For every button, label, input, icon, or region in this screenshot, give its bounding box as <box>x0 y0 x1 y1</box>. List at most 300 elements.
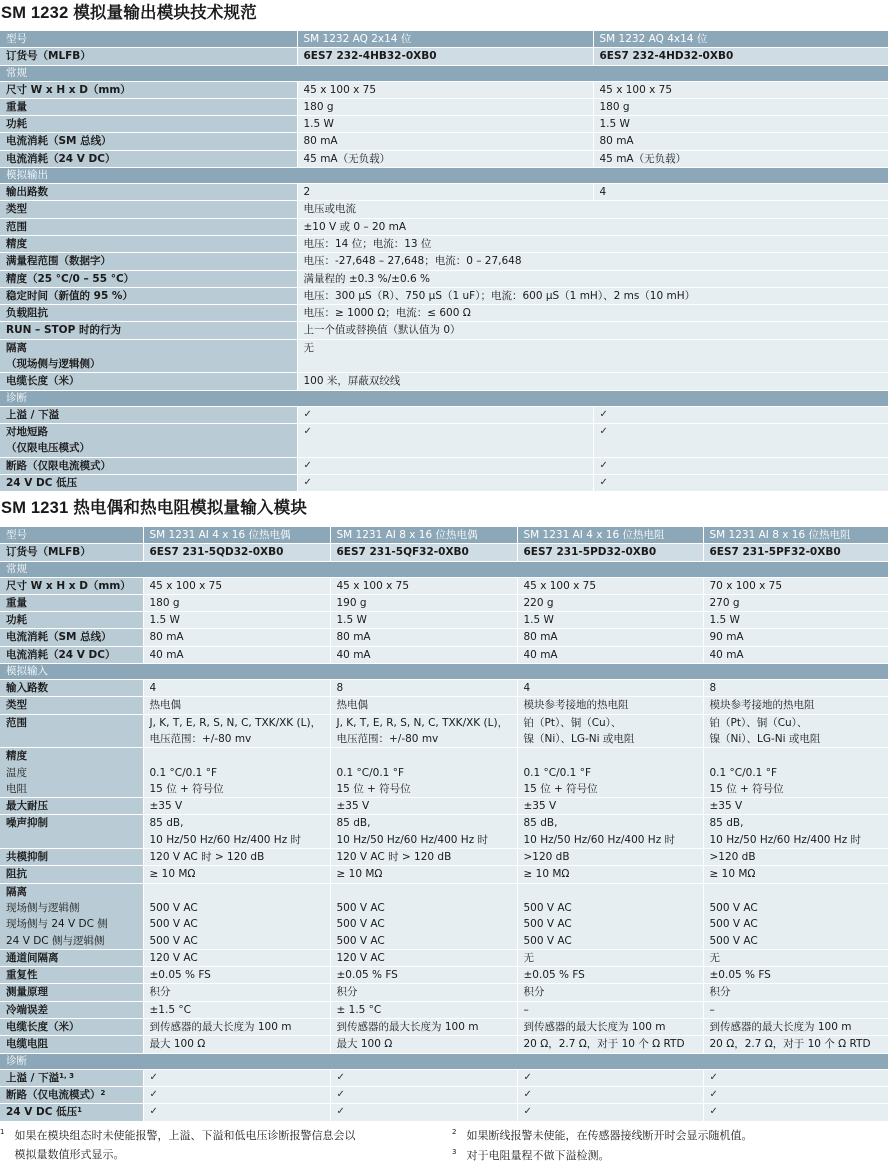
row-value: 铂（Pt）、铜（Cu）、 镍（Ni）、LG-Ni 或电阻 <box>703 714 888 748</box>
spec-row <box>0 339 888 373</box>
row-value: 190 g <box>330 594 517 611</box>
header-model: SM 1231 AI 8 x 16 位热电阻 <box>703 527 888 544</box>
row-value: 4 <box>517 680 703 697</box>
row-label-text: 共模抑制 <box>6 851 48 864</box>
row-label <box>0 594 143 611</box>
spec-row <box>0 98 888 115</box>
row-label <box>0 949 143 966</box>
row-value: J, K, T, E, R, S, N, C, TXK/XK (L)， 电压范围：+/-80 mv <box>330 714 517 748</box>
row-value: ≥ 10 MΩ <box>143 866 330 883</box>
row-value: 无 <box>703 949 888 966</box>
spec-row <box>0 1019 888 1036</box>
row-value: 45 x 100 x 75 <box>517 577 703 594</box>
check-icon: ✓ <box>517 1086 703 1103</box>
row-value: 积分 <box>330 984 517 1001</box>
row-value: 85 dB, 10 Hz/50 Hz/60 Hz/400 Hz 时 <box>703 815 888 849</box>
spec-row <box>0 577 888 594</box>
spec-row <box>0 270 888 287</box>
row-label-text: 功耗 <box>6 118 27 131</box>
spec-row <box>0 184 888 201</box>
row-sublabel: 温度 <box>6 766 27 779</box>
row-label <box>0 423 297 457</box>
spec-row <box>0 612 888 629</box>
order-number: 6ES7 232-4HD32-0XB0 <box>593 48 888 65</box>
row-value: 270 g <box>703 594 888 611</box>
row-label-text: 隔离 <box>6 341 27 354</box>
row-label <box>0 646 143 663</box>
row-value: 0.1 °C/0.1 °F 15 位 + 符号位 <box>703 748 888 798</box>
row-value: ±1.5 °C <box>143 1001 330 1018</box>
row-value: 80 mA <box>330 629 517 646</box>
row-label-text: 最大耐压 <box>6 800 48 813</box>
row-label-text: 电流消耗（SM 总线） <box>6 135 112 148</box>
row-label-text: 类型 <box>6 699 27 712</box>
row-label <box>0 1019 143 1036</box>
row-label <box>0 612 143 629</box>
row-value: 满量程的 ±0.3 %/±0.6 % <box>297 270 888 287</box>
spec-row <box>0 457 888 474</box>
row-label <box>0 866 143 883</box>
row-value: ±35 V <box>330 798 517 815</box>
spec-row <box>0 967 888 984</box>
row-label-text: 测量原理 <box>6 986 48 999</box>
row-value: 上一个值或替换值（默认值为 0） <box>297 322 888 339</box>
check-icon: ✓ <box>330 1069 517 1086</box>
row-label <box>0 218 297 235</box>
row-value: 45 x 100 x 75 <box>330 577 517 594</box>
order-number: 6ES7 231-5PD32-0XB0 <box>517 544 703 561</box>
section-name: 诊断 <box>0 390 888 406</box>
row-value: 80 mA <box>297 133 593 150</box>
header-row <box>0 527 888 544</box>
footnote-3: $^3$ 对于电阻量程不做下溢检测。 <box>452 1148 610 1162</box>
order-number: 6ES7 231-5QD32-0XB0 <box>143 544 330 561</box>
footnote-ref: 1 <box>77 1106 83 1115</box>
row-value: 220 g <box>517 594 703 611</box>
check-icon: ✓ <box>143 1069 330 1086</box>
row-label-text: 电缆长度（米） <box>6 375 80 388</box>
row-label-text: 电缆电阻 <box>6 1038 48 1051</box>
sm1231-spec-table <box>0 527 889 1122</box>
row-value: ≥ 10 MΩ <box>330 866 517 883</box>
row-value: 到传感器的最大长度为 100 m <box>143 1019 330 1036</box>
row-value: 无 <box>297 339 888 373</box>
row-value: 80 mA <box>517 629 703 646</box>
row-value: 4 <box>593 184 888 201</box>
row-label <box>0 967 143 984</box>
spec-row <box>0 235 888 252</box>
section-header-row <box>0 561 888 577</box>
header-model: SM 1232 AQ 2x14 位 <box>297 31 593 48</box>
row-label-text: 电缆长度（米） <box>6 1021 80 1034</box>
row-label-text: 功耗 <box>6 614 27 627</box>
row-label-text: 尺寸 W x H x D（mm） <box>6 83 131 96</box>
row-value: 80 mA <box>593 133 888 150</box>
row-sublabel: （仅限电压模式） <box>6 442 90 455</box>
section-name: 常规 <box>0 65 888 81</box>
row-label-text: 精度（25 °C/0 – 55 °C） <box>6 272 135 285</box>
row-value: 电压或电流 <box>297 201 888 218</box>
row-label-text: 断路（仅电流模式） <box>6 1088 101 1101</box>
row-value: – <box>517 1001 703 1018</box>
row-label <box>0 680 143 697</box>
check-icon: ✓ <box>703 1086 888 1103</box>
row-label <box>0 577 143 594</box>
spec-row <box>0 116 888 133</box>
spec-row <box>0 1086 888 1103</box>
row-value: 1.5 W <box>143 612 330 629</box>
row-label-text: 电流消耗（SM 总线） <box>6 631 112 644</box>
row-value: 1.5 W <box>297 116 593 133</box>
row-value: 180 g <box>297 98 593 115</box>
row-value: 20 Ω，2.7 Ω，对于 10 个 Ω RTD <box>517 1036 703 1053</box>
row-label-text: 重量 <box>6 596 27 609</box>
row-value: 500 V AC 500 V AC 500 V AC <box>143 883 330 949</box>
row-value: 40 mA <box>703 646 888 663</box>
row-label <box>0 1104 143 1121</box>
row-value: 积分 <box>143 984 330 1001</box>
check-icon: ✓ <box>703 1069 888 1086</box>
row-label <box>0 373 297 390</box>
row-label-text: 类型 <box>6 203 27 216</box>
row-label <box>0 1001 143 1018</box>
row-value: 500 V AC 500 V AC 500 V AC <box>703 883 888 949</box>
row-label-text: 上溢 / 下溢 <box>6 408 60 421</box>
row-value: 电压：≥ 1000 Ω；电流：≤ 600 Ω <box>297 305 888 322</box>
row-label <box>0 116 297 133</box>
row-value: ≥ 10 MΩ <box>517 866 703 883</box>
row-label-text: 范围 <box>6 220 27 233</box>
row-sublabel: 24 V DC 侧与逻辑侧 <box>6 934 105 947</box>
spec-row <box>0 423 888 457</box>
header-model: SM 1231 AI 4 x 16 位热电阻 <box>517 527 703 544</box>
row-label-text: 隔离 <box>6 885 27 898</box>
row-value: 40 mA <box>143 646 330 663</box>
spec-row <box>0 373 888 390</box>
spec-row <box>0 1036 888 1053</box>
row-label-text: 精度 <box>6 237 27 250</box>
check-icon: ✓ <box>593 406 888 423</box>
row-label-text: 噪声抑制 <box>6 817 48 830</box>
row-label <box>0 81 297 98</box>
row-label-text: 重量 <box>6 100 27 113</box>
row-value: ± 1.5 °C <box>330 1001 517 1018</box>
check-icon: ✓ <box>593 474 888 491</box>
row-value: 积分 <box>517 984 703 1001</box>
check-icon: ✓ <box>297 423 593 457</box>
row-label <box>0 406 297 423</box>
row-value: 积分 <box>703 984 888 1001</box>
row-label <box>0 305 297 322</box>
row-value: 45 x 100 x 75 <box>297 81 593 98</box>
check-icon: ✓ <box>143 1086 330 1103</box>
section-header-row <box>0 1053 888 1069</box>
row-value: 80 mA <box>143 629 330 646</box>
footnote-ref: 1, 3 <box>59 1071 74 1080</box>
row-label <box>0 235 297 252</box>
row-value: 1.5 W <box>330 612 517 629</box>
row-value: 100 米，屏蔽双绞线 <box>297 373 888 390</box>
spec-row <box>0 883 888 949</box>
spec-row <box>0 748 888 798</box>
row-value: 最大 100 Ω <box>330 1036 517 1053</box>
row-value: 120 V AC <box>330 949 517 966</box>
section-name: 诊断 <box>0 1053 888 1069</box>
row-label <box>0 748 143 798</box>
row-value: 120 V AC 时 > 120 dB <box>330 849 517 866</box>
row-label <box>0 184 297 201</box>
check-icon: ✓ <box>593 457 888 474</box>
check-icon: ✓ <box>593 423 888 457</box>
spec-row <box>0 697 888 714</box>
row-value: ±35 V <box>703 798 888 815</box>
row-value: ±35 V <box>517 798 703 815</box>
row-label-text: 电流消耗（24 V DC） <box>6 648 116 661</box>
row-value: 热电偶 <box>143 697 330 714</box>
spec-row <box>0 322 888 339</box>
row-label <box>0 697 143 714</box>
row-label <box>0 253 297 270</box>
row-label-text: 负载阻抗 <box>6 307 48 320</box>
row-value: 45 mA（无负载） <box>297 150 593 167</box>
row-value: ±0.05 % FS <box>143 967 330 984</box>
row-value: 到传感器的最大长度为 100 m <box>517 1019 703 1036</box>
row-value: 500 V AC 500 V AC 500 V AC <box>330 883 517 949</box>
row-label-text: 满量程范围（数据字） <box>6 255 111 268</box>
spec-row <box>0 287 888 304</box>
footnote-2: $^2$ 如果断线报警未使能，在传感器接线断开时会显示随机值。 <box>452 1128 753 1142</box>
spec-row <box>0 1069 888 1086</box>
spec-row <box>0 680 888 697</box>
row-label <box>0 150 297 167</box>
row-value: 电压：300 μS（R）、750 μS（1 uF）；电流：600 μS（1 mH）、2 ms（10 mH） <box>297 287 888 304</box>
row-label <box>0 1036 143 1053</box>
row-value: – <box>703 1001 888 1018</box>
header-label: 型号 <box>0 31 297 48</box>
row-value: 铂（Pt）、铜（Cu）、 镍（Ni）、LG-Ni 或电阻 <box>517 714 703 748</box>
row-value: ≥ 10 MΩ <box>703 866 888 883</box>
row-label-text: 阻抗 <box>6 868 27 881</box>
footnote-ref: 2 <box>100 1088 106 1097</box>
row-label-text: RUN – STOP 时的行为 <box>6 324 121 337</box>
row-value: 45 x 100 x 75 <box>143 577 330 594</box>
row-label-text: 电流消耗（24 V DC） <box>6 152 116 165</box>
row-value: J, K, T, E, R, S, N, C, TXK/XK (L)， 电压范围：+/-80 mv <box>143 714 330 748</box>
row-sublabel: 现场侧与 24 V DC 侧 <box>6 918 108 931</box>
check-icon: ✓ <box>297 474 593 491</box>
row-value: 120 V AC 时 > 120 dB <box>143 849 330 866</box>
row-value: 180 g <box>143 594 330 611</box>
spec-row <box>0 201 888 218</box>
row-label-text: 24 V DC 低压 <box>6 1106 78 1119</box>
section-name: 模拟输入 <box>0 664 888 680</box>
row-label-text: 24 V DC 低压 <box>6 476 78 489</box>
spec-row <box>0 714 888 748</box>
row-label <box>0 322 297 339</box>
section2-title: SM 1231 热电偶和热电阻模拟量输入模块 <box>1 499 308 517</box>
row-value: 4 <box>143 680 330 697</box>
row-label <box>0 474 297 491</box>
row-label-text: 对地短路 <box>6 425 48 438</box>
row-value: 500 V AC 500 V AC 500 V AC <box>517 883 703 949</box>
row-label <box>0 984 143 1001</box>
row-value: 45 x 100 x 75 <box>593 81 888 98</box>
row-value: 1.5 W <box>703 612 888 629</box>
section-name: 常规 <box>0 561 888 577</box>
row-label <box>0 270 297 287</box>
order-number: 6ES7 231-5PF32-0XB0 <box>703 544 888 561</box>
spec-row <box>0 305 888 322</box>
spec-row <box>0 646 888 663</box>
row-value: 85 dB, 10 Hz/50 Hz/60 Hz/400 Hz 时 <box>143 815 330 849</box>
row-value: 无 <box>517 949 703 966</box>
check-icon: ✓ <box>297 457 593 474</box>
order-number: 6ES7 231-5QF32-0XB0 <box>330 544 517 561</box>
order-number: 6ES7 232-4HB32-0XB0 <box>297 48 593 65</box>
row-value: 1.5 W <box>517 612 703 629</box>
spec-row <box>0 1001 888 1018</box>
footnote-1: $^1$ 如果在模块组态时未使能报警，上溢、下溢和低电压诊断报警信息会以 模拟量数值形式显示。 <box>0 1128 356 1161</box>
row-label <box>0 798 143 815</box>
row-label-text: 输入路数 <box>6 682 48 695</box>
row-value: 70 x 100 x 75 <box>703 577 888 594</box>
row-value: 到传感器的最大长度为 100 m <box>330 1019 517 1036</box>
row-label <box>0 1069 143 1086</box>
row-value: 120 V AC <box>143 949 330 966</box>
spec-row <box>0 984 888 1001</box>
section-header-row <box>0 65 888 81</box>
row-value: 1.5 W <box>593 116 888 133</box>
row-value: >120 dB <box>517 849 703 866</box>
row-value: ±35 V <box>143 798 330 815</box>
check-icon: ✓ <box>330 1086 517 1103</box>
row-label <box>0 883 143 949</box>
header-row <box>0 31 888 48</box>
row-label-text: 断路（仅限电流模式） <box>6 459 111 472</box>
spec-row <box>0 866 888 883</box>
header-label: 型号 <box>0 527 143 544</box>
row-value: ±0.05 % FS <box>703 967 888 984</box>
row-value: 电压：14 位；电流：13 位 <box>297 235 888 252</box>
row-value: 到传感器的最大长度为 100 m <box>703 1019 888 1036</box>
row-value: 40 mA <box>330 646 517 663</box>
row-label-text: 重复性 <box>6 969 38 982</box>
row-value: 0.1 °C/0.1 °F 15 位 + 符号位 <box>330 748 517 798</box>
header-model: SM 1232 AQ 4x14 位 <box>593 31 888 48</box>
row-value: 85 dB, 10 Hz/50 Hz/60 Hz/400 Hz 时 <box>330 815 517 849</box>
row-label <box>0 339 297 373</box>
row-value: 2 <box>297 184 593 201</box>
row-label <box>0 849 143 866</box>
spec-row <box>0 133 888 150</box>
spec-row <box>0 798 888 815</box>
row-sublabel: 电阻 <box>6 782 27 795</box>
section-header-row <box>0 390 888 406</box>
spec-row <box>0 150 888 167</box>
order-label: 订货号（MLFB） <box>0 544 143 561</box>
spec-row <box>0 849 888 866</box>
row-label-text: 上溢 / 下溢 <box>6 1071 60 1084</box>
row-value: 热电偶 <box>330 697 517 714</box>
order-label: 订货号（MLFB） <box>0 48 297 65</box>
row-label-text: 输出路数 <box>6 186 48 199</box>
row-value: 20 Ω，2.7 Ω，对于 10 个 Ω RTD <box>703 1036 888 1053</box>
check-icon: ✓ <box>703 1104 888 1121</box>
row-label-text: 范围 <box>6 716 27 729</box>
row-label <box>0 133 297 150</box>
check-icon: ✓ <box>517 1069 703 1086</box>
row-value: 40 mA <box>517 646 703 663</box>
row-value: 0.1 °C/0.1 °F 15 位 + 符号位 <box>517 748 703 798</box>
header-model: SM 1231 AI 8 x 16 位热电偶 <box>330 527 517 544</box>
row-value: 8 <box>703 680 888 697</box>
row-value: 模块参考接地的热电阻 <box>517 697 703 714</box>
row-value: 90 mA <box>703 629 888 646</box>
spec-row <box>0 815 888 849</box>
row-value: ±0.05 % FS <box>330 967 517 984</box>
check-icon: ✓ <box>297 406 593 423</box>
row-label-text: 精度 <box>6 750 27 763</box>
row-value: >120 dB <box>703 849 888 866</box>
section-name: 模拟输出 <box>0 168 888 184</box>
row-value: 0.1 °C/0.1 °F 15 位 + 符号位 <box>143 748 330 798</box>
section-header-row <box>0 168 888 184</box>
spec-row <box>0 629 888 646</box>
check-icon: ✓ <box>517 1104 703 1121</box>
row-value: 45 mA（无负载） <box>593 150 888 167</box>
row-label <box>0 201 297 218</box>
row-label <box>0 457 297 474</box>
row-label <box>0 98 297 115</box>
spec-row <box>0 406 888 423</box>
order-number-row <box>0 48 888 65</box>
sm1232-spec-table <box>0 31 889 492</box>
row-sublabel: 现场侧与逻辑侧 <box>6 901 80 914</box>
section-header-row <box>0 664 888 680</box>
row-label <box>0 287 297 304</box>
row-label <box>0 714 143 748</box>
row-value: 最大 100 Ω <box>143 1036 330 1053</box>
row-label-text: 稳定时间（新值的 95 %） <box>6 289 133 302</box>
check-icon: ✓ <box>330 1104 517 1121</box>
row-value: ±10 V 或 0 – 20 mA <box>297 218 888 235</box>
spec-row <box>0 81 888 98</box>
row-value: 180 g <box>593 98 888 115</box>
row-label-text: 通道间隔离 <box>6 951 59 964</box>
section1-title: SM 1232 模拟量输出模块技术规范 <box>1 4 257 22</box>
row-value: 8 <box>330 680 517 697</box>
order-number-row <box>0 544 888 561</box>
row-label <box>0 629 143 646</box>
spec-row <box>0 594 888 611</box>
row-label-text: 尺寸 W x H x D（mm） <box>6 579 131 592</box>
spec-row <box>0 253 888 270</box>
row-label-text: 冷端误差 <box>6 1003 48 1016</box>
spec-row <box>0 1104 888 1121</box>
row-label <box>0 1086 143 1103</box>
spec-row <box>0 218 888 235</box>
row-value: 电压：-27,648 – 27,648；电流：0 – 27,648 <box>297 253 888 270</box>
check-icon: ✓ <box>143 1104 330 1121</box>
row-value: ±0.05 % FS <box>517 967 703 984</box>
spec-row <box>0 474 888 491</box>
header-model: SM 1231 AI 4 x 16 位热电偶 <box>143 527 330 544</box>
row-sublabel: （现场侧与逻辑侧） <box>6 358 101 371</box>
spec-row <box>0 949 888 966</box>
row-label <box>0 815 143 849</box>
row-value: 模块参考接地的热电阻 <box>703 697 888 714</box>
row-value: 85 dB, 10 Hz/50 Hz/60 Hz/400 Hz 时 <box>517 815 703 849</box>
